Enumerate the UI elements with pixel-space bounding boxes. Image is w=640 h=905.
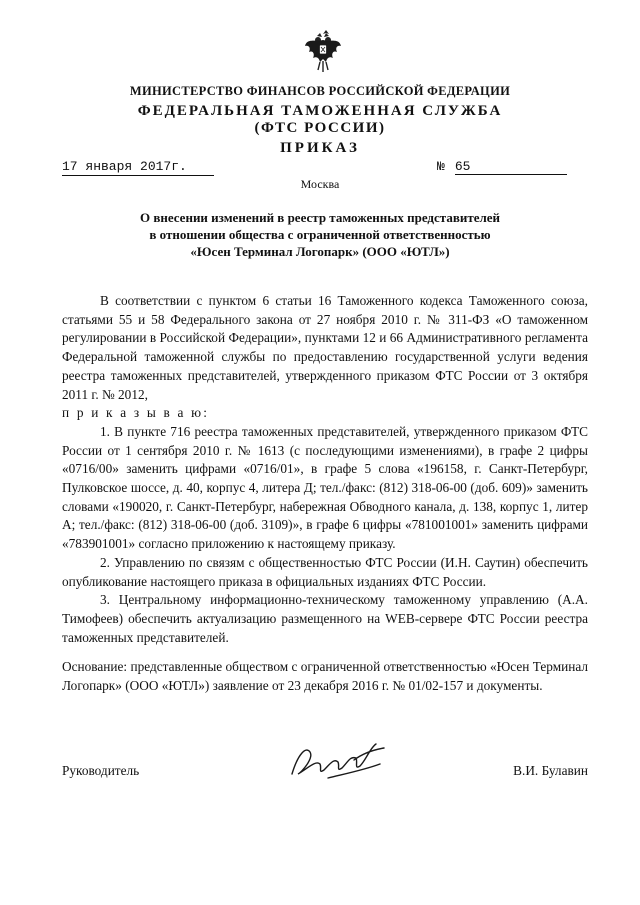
preamble-paragraph: В соответствии с пунктом 6 статьи 16 Таможенного кодекса Таможенного союза, статьями 55 и 58 Федерального закона от 27 ноября 2010 г. № 311-ФЗ «О таможенном регулировании в Российской Федерации», пунктами 12 и 66 Административного регламента Федеральной таможенной службы по предоставлению государственной услуги ведения реестра таможенных представителей, утвержденного приказом ФТС России от 3 октября 2011 г. № 2012,: [62, 293, 588, 402]
subject-line: О внесении изменений в реестр таможенных представителей: [139, 210, 501, 225]
service-name: ФЕДЕРАЛЬНАЯ ТАМОЖЕННАЯ СЛУЖБА: [137, 103, 503, 119]
coat-of-arms-icon: [303, 28, 343, 74]
city: Москва: [300, 177, 340, 191]
order-number-value: 65: [455, 159, 567, 175]
order-item-2: 2. Управлению по связям с общественностью ФТС России (И.Н. Саутин) обеспечить опубликование настоящего приказа в официальных изданиях ФТС России.: [62, 554, 588, 589]
signer-role: Руководитель: [62, 763, 140, 778]
order-subject: [0, 209, 640, 260]
service-short-name: (ФТС РОССИИ): [254, 120, 386, 136]
document-type: ПРИКАЗ: [280, 140, 360, 156]
order-item-3: 3. Центральному информационно-техническому таможенному управлению (А.А. Тимофеев) обеспечить актуализацию размещенного на WEB-сервере ФТС России реестра таможенных представителей.: [62, 592, 588, 645]
signer-name: В.И. Булавин: [513, 763, 588, 778]
subject-line: в отношении общества с ограниченной ответственностью: [149, 227, 491, 242]
basis-paragraph: [62, 658, 588, 695]
order-item-1: 1. В пункте 716 реестра таможенных представителей, утвержденного приказом ФТС России от 1 сентября 2010 г. № 1613 (с последующими изменениями), в графе 2 цифры «0716/00» заменить цифрами «0716/01», в графе 5 слова «196158, г. Санкт-Петербург, Пулковское шоссе, д. 40, корпус 4, литера Д; тел./факс: (812) 318-06-00 (доб. 609)» заменить словами «190020, г. Санкт-Петербург, набережная Обводного канала, д. 138, корпус 1, литер А; тел./факс: (812) 318-06-00 (доб. 3109)», в графе 6 цифры «781001001» заменить цифрами «783901001» согласно приложению к настоящему приказу.: [62, 423, 588, 552]
subject-line: «Юсен Терминал Логопарк» (ООО «ЮТЛ»): [190, 244, 450, 259]
handwritten-signature: [284, 734, 394, 786]
order-word: п р и к а з ы в а ю:: [62, 405, 210, 421]
order-body: [62, 292, 588, 647]
ministry-name: МИНИСТЕРСТВО ФИНАНСОВ РОССИЙСКОЙ ФЕДЕРАЦИИ: [129, 84, 511, 98]
order-number: [437, 159, 587, 175]
order-date: 17 января 2017г.: [62, 159, 214, 176]
number-sign: №: [437, 159, 445, 174]
basis-text: Основание: представленные обществом с ограниченной ответственностью «Юсен Терминал Логопарк» (ООО «ЮТЛ») заявление от 23 декабря 2016 г. № 01/02-157 и документы.: [62, 659, 588, 693]
